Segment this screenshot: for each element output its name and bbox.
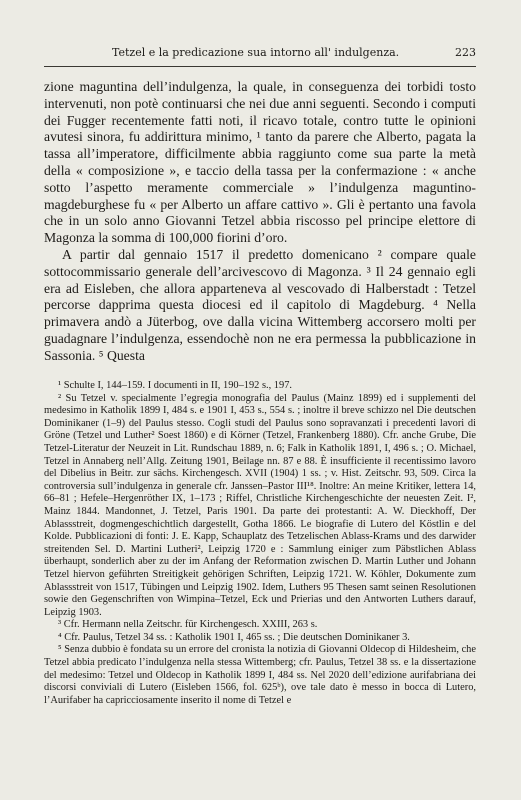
footnote: ² Su Tetzel v. specialmente l’egregia monografia del Paulus (Mainz 1899) ed i supplementi del medesimo in Katholik 1899 I, 484 s. e 1901 I, 453 s., 554 s. ; inoltre il breve schizzo nel Die deutschen Dominikaner (1–9) del Paulus stesso. Cogli studi del Paulus sono sopravanzati i precedenti lavori di Gröne (Tetzel und Luther² Soest 1860) e di Körner (Tetzel, Frankenberg 1880). Cfr. anche Grube, Die Tetzel-Literatur der Neuzeit in Lit. Rundschau 1889, n. 6; Falk in Katholik 1891, I, 496 s. ; O. Michael, Tetzel in Annaberg nell’Allg. Zeitung 1901, Beilage nn. 87 e 88. È insufficiente il recentissimo lavoro del Dibelius in Beitr. zur sächs. Kirchengesch. XVII (1904) 1 ss. ; v. Hist. Zeitschr. 93, 509. Circa la controversia sull’indulgenza in generale cfr. Janssen–Pastor III¹⁸. Inoltre: An meine Kritiker, lettera 14, 66–81 ; Hefele–Hergenröther IX, 1–173 ; Riffel, Christliche Kirchengeschichte der neuesten Zeit. I², Mainz 1844. Mandonnet, J. Tetzel, Paris 1901. Da parte dei protestanti: A. W. Dieckhoff, Der Ablassstreit, dogmengeschichtlich dargestellt, Gotha 1866. Le biografie di Lutero del Köstlin e del Kolde. Pubblicazioni di fonti: J. E. Kapp, Schauplatz des Tetzelischen Ablass-Krams und des darwider streitenden Sel. D. Martini Lutheri², Leipzig 1720 e : Sammlung einiger zum Päbstlichen Ablass überhaupt, sonderlich aber zu der im Anfang der Reformation zwischen D. Martin Luther und Johann Tetzel hiervon geführten Streitigkeit gehörigen Schriften, Leipzig 1721. W. Köhler, Dokumente zum Ablassstreit von 1517, Tübingen und Leipzig 1902. Idem, Luthers 95 Thesen samt seinen Resolutionen sowie den Gegenschriften von Wimpina–Tetzel, Eck und Prierias und den Antworten Luthers darauf, Leipzig 1903. — [44, 392, 476, 618]
body-paragraph: A partir dal gennaio 1517 il predetto domenicano ² compare quale sottocommissario generale dell’arcivescovo di Magonza. ³ Il 24 gennaio egli era ad Eisleben, che allora apparteneva al vescovado di Halberstadt : Tetzel percorse dapprima questa diocesi ed il capitolo di Magdeburg. ⁴ Nella primavera andò a Jüterbog, ove dalla vicina Wittemberg accorsero molti per guadagnare l’indulgenza, essendochè non ne era permessa la pubblicazione in Sassonia. ⁵ Questa — [44, 246, 476, 363]
main-text — [44, 79, 476, 365]
footnote: ³ Cfr. Hermann nella Zeitschr. für Kirchengesch. XXIII, 263 s. — [58, 619, 318, 631]
footnote: ⁴ Cfr. Paulus, Tetzel 34 ss. : Katholik 1901 I, 465 ss. ; Die deutschen Dominikaner 3. — [58, 631, 410, 643]
page-number: 223 — [455, 46, 476, 59]
body-paragraph: zione maguntina dell’indulgenza, la quale, in conseguenza dei torbidi tosto intervenuti, non potè continuarsi che nei due anni seguenti. Secondo i computi dei Fugger recentemente fatti noti, il ricavo totale, contro tutte le opinioni avutesi sinora, fu addirittura minimo, ¹ tanto da parere che Alberto, pagata la tassa all’imperatore, difficilmente abbia raggiunto come sua parte la metà della « composizione », e taccio della tassa per la confermazione : « anche sotto l’aspetto meramente commerciale » l’indulgenza maguntino-magdeburghese fu « per Alberto un affare cattivo ». Gli è pertanto una favola che in un solo anno Giovanni Tetzel abbia riscosso pel principe elettore di Magonza la somma di 100,000 fiorini d’oro. — [44, 79, 476, 246]
footnote: ⁵ Senza dubbio è fondata su un errore del cronista la notizia di Giovanni Oldecop di Hildesheim, che Tetzel abbia predicato l’indulgenza nella stessa Wittemberg; cfr. Paulus, Tetzel 38 ss. e la dissertazione del medesimo: Tetzel und Oldecop in Katholik 1899 I, 484 ss. Nel 2020 dell’edizione aurifabriana dei discorsi conviviali di Lutero (Eisleben 1566, fol. 625ᵇ), ove tale dato è messo in bocca di Lutero, l’Aurifaber ha capricciosamente inserito il nome di Tetzel e — [44, 644, 476, 706]
header-rule — [44, 66, 476, 67]
footnotes — [44, 380, 476, 707]
footnote: ¹ Schulte I, 144–159. I documenti in II, 190–192 s., 197. — [58, 380, 292, 391]
running-title: Tetzel e la predicazione sua intorno all' indulgenza. — [112, 46, 400, 59]
